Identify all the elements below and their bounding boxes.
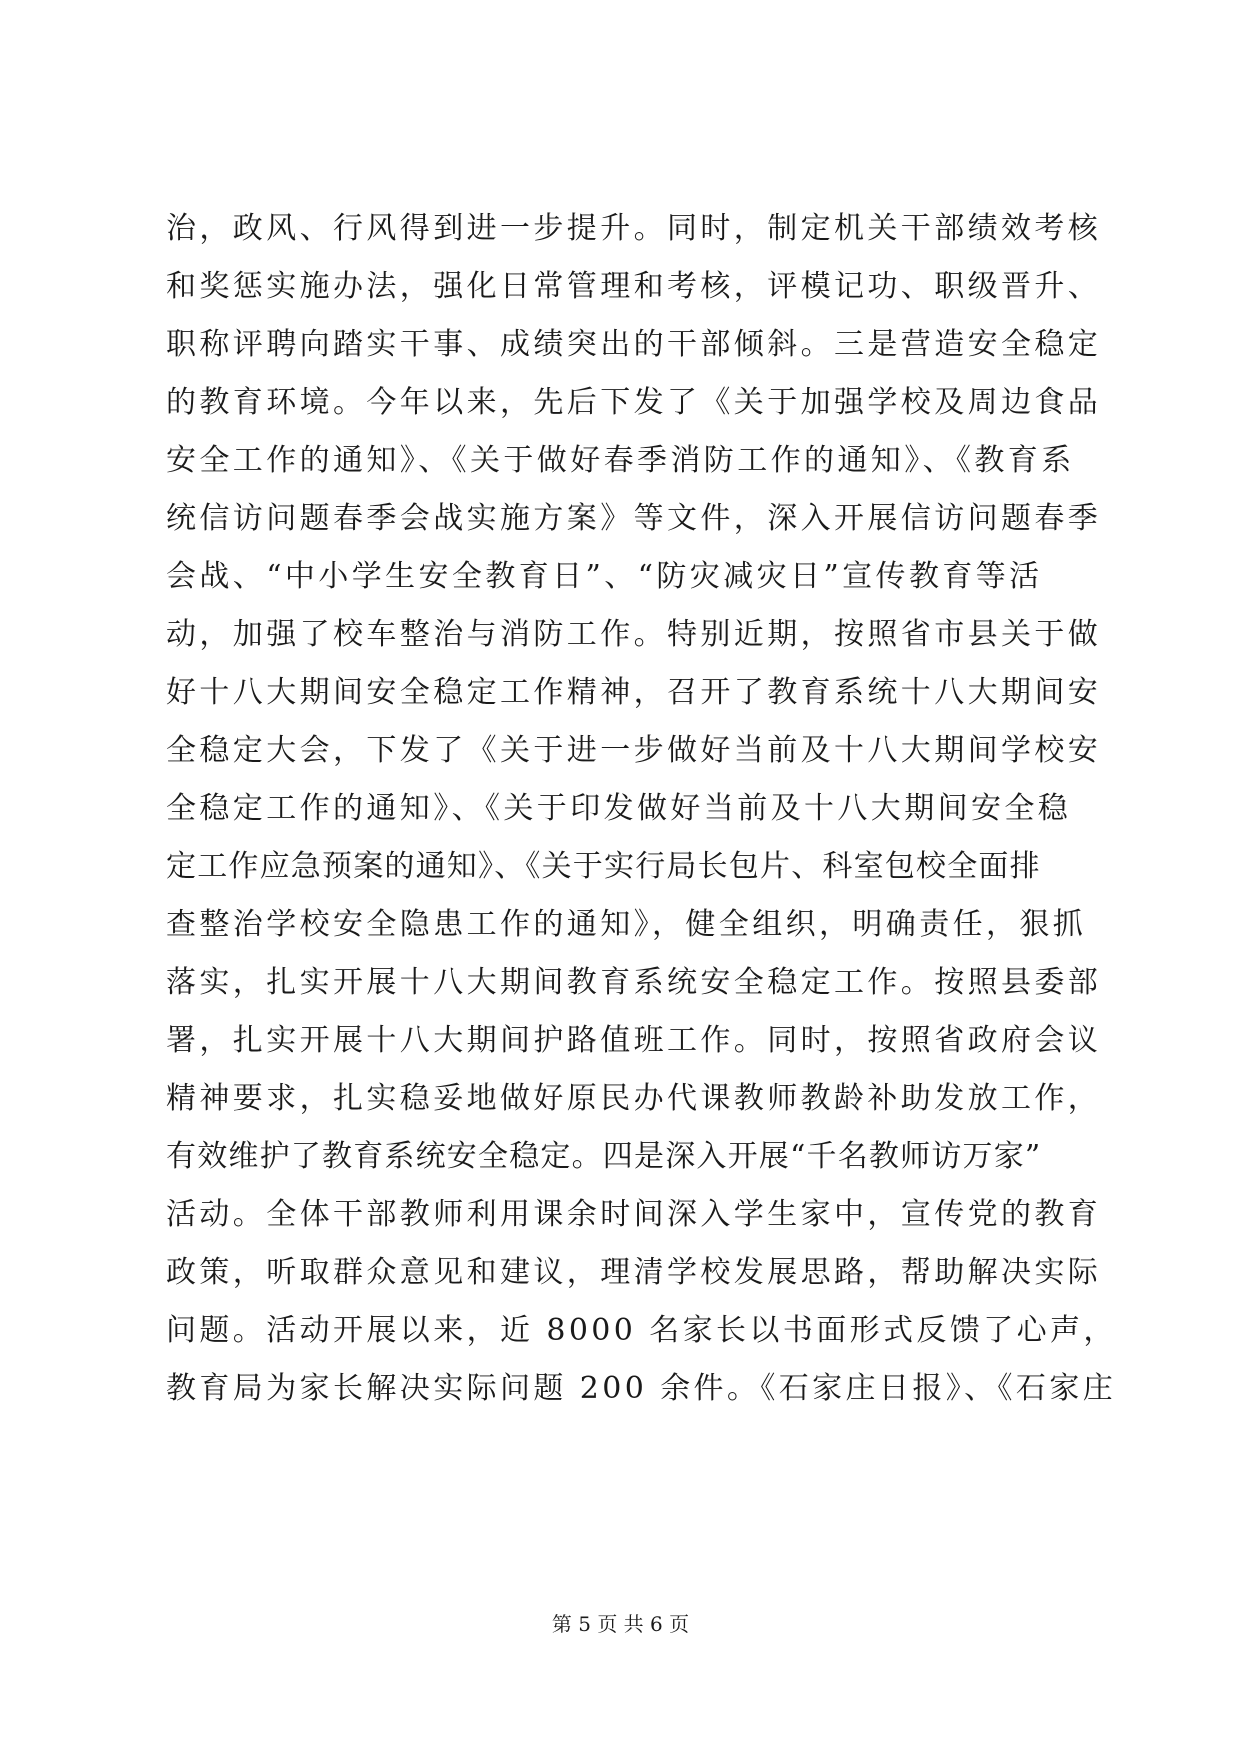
text-line: 会战、“中小学生安全教育日”、“防灾减灾日”宣传教育等活 — [166, 559, 1043, 594]
text-line: 的教育环境。今年以来，先后下发了《关于加强学校及周边食品 — [166, 385, 1102, 420]
text-line: 查整治学校安全隐患工作的通知》，健全组织，明确责任，狠抓 — [166, 907, 1087, 942]
text-line: 署，扎实开展十八大期间护路值班工作。同时，按照省政府会议 — [166, 1023, 1102, 1058]
text-line: 有效维护了教育系统安全稳定。四是深入开展“千名教师访万家” — [166, 1139, 1042, 1174]
document-body — [166, 200, 1117, 1418]
text-line: 统信访问题春季会战实施方案》等文件，深入开展信访问题春季 — [166, 501, 1102, 536]
text-line: 问题。活动开展以来，近 8000 名家长以书面形式反馈了心声， — [166, 1313, 1117, 1348]
text-line: 落实，扎实开展十八大期间教育系统安全稳定工作。按照县委部 — [166, 965, 1102, 1000]
text-line: 政策，听取群众意见和建议，理清学校发展思路，帮助解决实际 — [166, 1255, 1102, 1290]
text-line: 教育局为家长解决实际问题 200 余件。《石家庄日报》、《石家庄 — [166, 1371, 1117, 1406]
text-line: 和奖惩实施办法，强化日常管理和考核，评模记功、职级晋升、 — [166, 269, 1102, 304]
page-number-footer: 第 5 页 共 6 页 — [551, 1612, 690, 1636]
text-line: 定工作应急预案的通知》、《关于实行局长包片、科室包校全面排 — [166, 849, 1041, 884]
text-line: 安全工作的通知》、《关于做好春季消防工作的通知》、《教育系 — [166, 443, 1075, 478]
text-line: 动，加强了校车整治与消防工作。特别近期，按照省市县关于做 — [166, 617, 1102, 652]
text-line: 职称评聘向踏实干事、成绩突出的干部倾斜。三是营造安全稳定 — [166, 327, 1102, 362]
text-line: 好十八大期间安全稳定工作精神，召开了教育系统十八大期间安 — [166, 675, 1102, 710]
text-line: 全稳定大会，下发了《关于进一步做好当前及十八大期间学校安 — [166, 733, 1102, 768]
text-line: 全稳定工作的通知》、《关于印发做好当前及十八大期间安全稳 — [166, 791, 1072, 826]
text-line: 活动。全体干部教师利用课余时间深入学生家中，宣传党的教育 — [166, 1197, 1102, 1232]
text-line: 精神要求，扎实稳妥地做好原民办代课教师教龄补助发放工作， — [166, 1081, 1102, 1116]
text-line: 治，政风、行风得到进一步提升。同时，制定机关干部绩效考核 — [166, 211, 1102, 246]
